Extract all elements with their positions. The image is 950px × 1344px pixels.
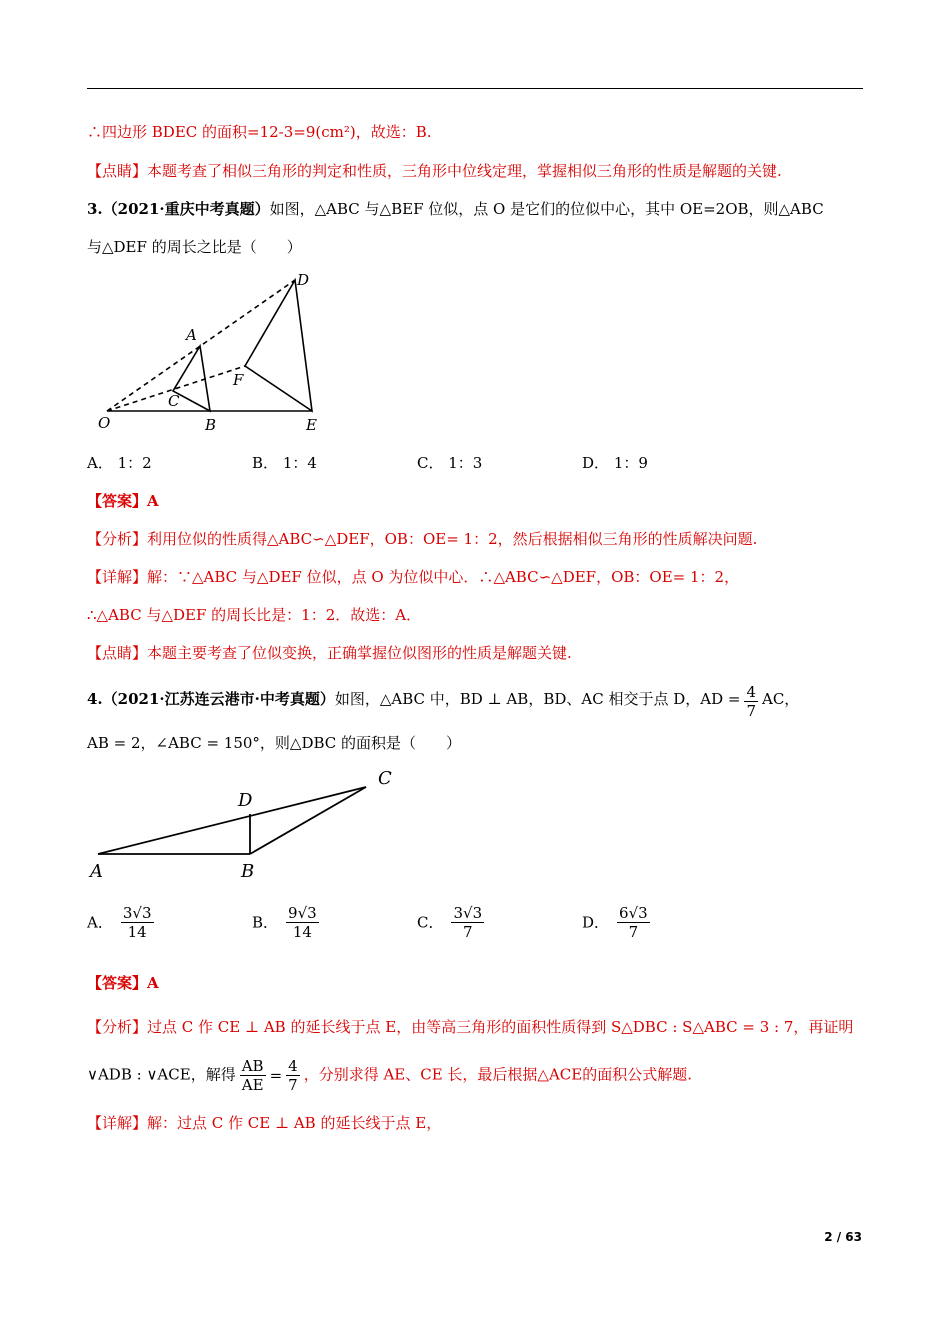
q4-line1 [87,683,799,720]
fig1-label-f: F [233,371,244,389]
fig2-label-d: D [238,790,253,811]
q3-option-b: B． 1：4 [252,454,317,472]
q4-option-c: C． $\frac{3√3}{7}$ [417,904,483,941]
fig2-label-a: A [90,861,103,882]
q3-detail-2: ∴△ABC 与△DEF 的周长比是：1：2．故选：A． [87,606,422,624]
prev-key-point: 【点睛】本题考查了相似三角形的判定和性质，三角形中位线定理，掌握相似三角形的性质是解题的关键. [87,162,782,180]
q3-detail-1: 【详解】解：∵△ABC 与△DEF 位似，点 O 为位似中心．∴△ABC∽△DEF，OB：OE= 1：2， [87,568,740,586]
q3-key-point: 【点睛】本题主要考查了位似变换，正确掌握位似图形的性质是解题关键. [87,644,572,662]
fig2-label-c: C [378,768,392,789]
q3-analysis: 【分析】利用位似的性质得△ABC∽△DEF，OB：OE= 1：2，然后根据相似三角形的性质解决问题. [87,530,758,548]
q3-figure [90,268,350,438]
fig1-label-e: E [306,416,317,434]
q4-text2: AB = 2，∠ABC = 150°，则△DBC 的面积是（ ） [87,734,462,752]
q4-answer: 【答案】A [87,974,159,992]
q3-text2: 与△DEF 的周长之比是（ ） [87,238,302,256]
prev-answer-conclusion: ∴四边形 BDEC 的面积=12-3=9(cm²)，故选：B. [87,123,432,141]
q3-option-c: C． 1：3 [417,454,483,472]
q4-option-b: B． $\frac{9√3}{14}$ [252,904,317,941]
fraction-4-7-b: $\frac{4}{7}$ [288,1057,298,1094]
q3-option-a: A． 1：2 [87,454,152,472]
fig2-label-b: B [241,861,255,882]
fig1-label-b: B [205,416,217,434]
q3-answer: 【答案】A [87,492,159,510]
header-rule [87,88,863,89]
q3-line1 [87,199,824,219]
q4-analysis-1: 【分析】过点 C 作 CE ⊥ AB 的延长线于点 E，由等高三角形的面积性质得到 S△DBC : S△ABC = 3 : 7，再证明 [87,1018,854,1036]
q4-figure [88,762,408,887]
q3-header: 3.（2021·重庆中考真题） [87,200,270,218]
fig1-label-d: D [297,271,310,289]
fraction-ab-ae: $\frac{AB}{AE}$ [241,1057,264,1094]
q4-analysis-2: ∨ADB : ∨ACE，解得 $\frac{AB}{AE}$ = $\frac{4}{7}$ ，分别求得 AE、CE 长，最后根据△ACE的面积公式解题. [87,1057,692,1094]
fig1-label-o: O [98,414,111,432]
fraction-4-7: $\frac{4}{7}$ [746,683,756,720]
q3-option-d: D． 1：9 [582,454,648,472]
q4-text1a: 如图，△ABC 中，BD ⊥ AB，BD、AC 相交于点 D，AD = [334,690,741,708]
page-number: 2 / 63 [824,1230,862,1244]
fig1-label-a: A [186,326,197,344]
fig1-label-c: C [168,392,180,410]
q4-detail: 【详解】解：过点 C 作 CE ⊥ AB 的延长线于点 E， [87,1114,442,1132]
q4-text1b: AC， [762,690,800,708]
q4-option-a: A． $\frac{3√3}{14}$ [87,904,152,941]
q4-header: 4.（2021·江苏连云港市·中考真题） [87,690,335,708]
q3-text1: 如图，△ABC 与△BEF 位似，点 O 是它们的位似中心，其中 OE=2OB，则△ABC [269,200,824,218]
q4-option-d: D． $\frac{6√3}{7}$ [582,904,648,941]
